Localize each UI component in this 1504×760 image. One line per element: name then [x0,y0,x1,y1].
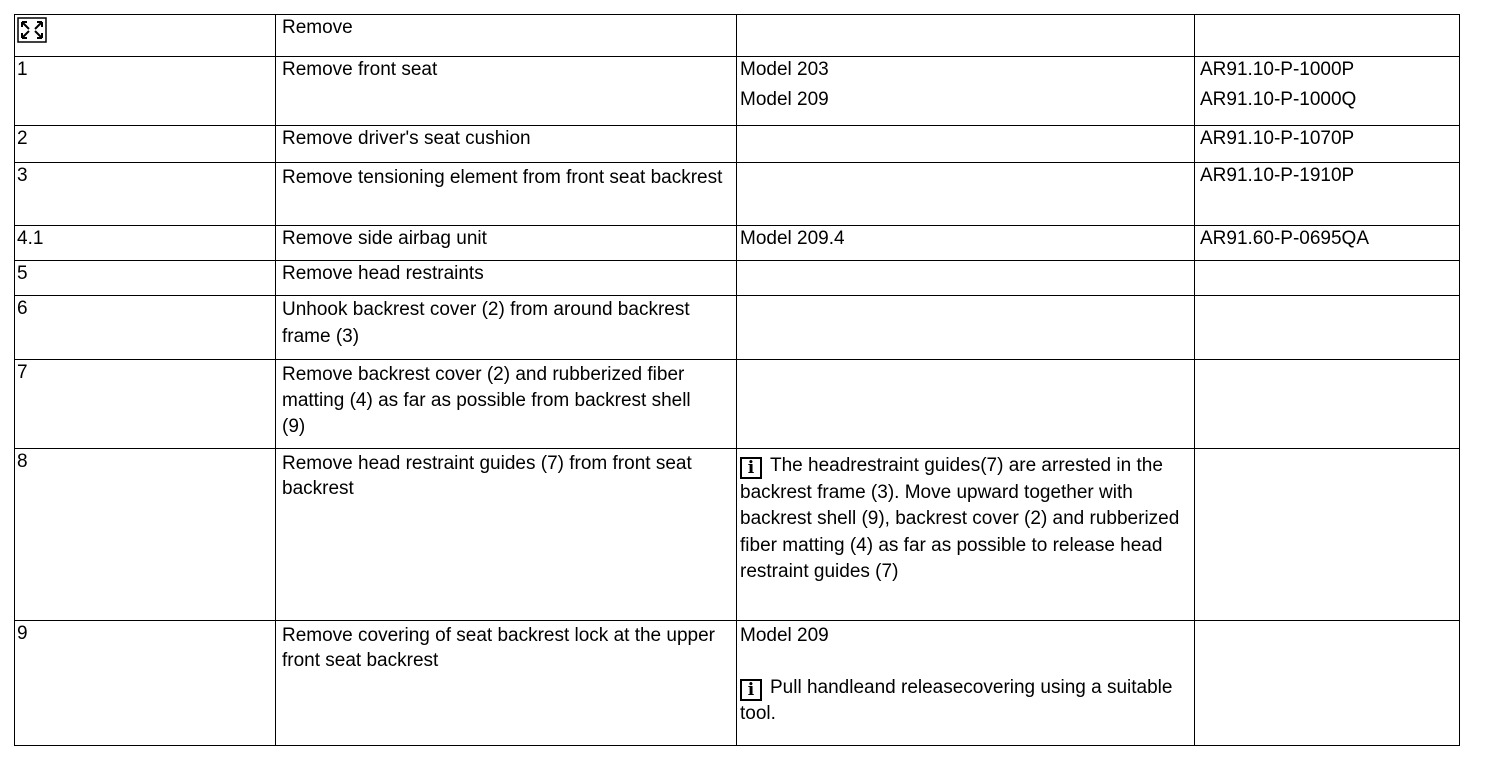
reference-link[interactable]: AR91.60-P-0695QA [1200,228,1369,249]
step-number: 1 [15,57,276,126]
table-row [15,57,1460,126]
reference-link[interactable]: AR91.10-P-1910P [1200,165,1355,186]
table-row [15,360,1460,449]
reference-link[interactable]: AR91.10-P-1070P [1200,128,1355,149]
table-row [15,126,1460,163]
model-label: Model 203 [740,59,829,80]
model-label: Model 209 [740,89,829,110]
note-text: Pull handleand releasecovering using a suitable tool. [740,677,1173,724]
step-action: Remove backrest cover (2) and rubberized fiber matting (4) as far as possible from backrest shell (9) [276,360,737,449]
reference-link[interactable]: AR91.10-P-1000Q [1200,89,1357,110]
expand-arrows-icon [17,17,47,43]
info-icon: i [740,679,762,701]
step-number: 7 [15,360,276,449]
step-action: Remove driver's seat cushion [276,126,737,163]
table-row [15,296,1460,360]
procedure-table [14,14,1460,746]
step-refs [1195,57,1460,126]
step-number: 8 [15,449,276,621]
table-row [15,449,1460,621]
model-label: Model 209.4 [737,226,1195,261]
step-number: 6 [15,296,276,360]
step-action: Remove head restraints [276,261,737,296]
model-label: Model 209 [740,625,829,646]
table-row [15,226,1460,261]
step-action: Remove front seat [276,57,737,126]
header-title: Remove [276,15,737,57]
step-note [737,449,1195,621]
info-icon: i [740,457,762,479]
step-models [737,57,1195,126]
step-number: 4.1 [15,226,276,261]
table-row [15,261,1460,296]
step-number: 3 [15,163,276,226]
table-header-row [15,15,1460,57]
step-action: Unhook backrest cover (2) from around backrest frame (3) [276,296,737,360]
step-note [737,621,1195,746]
step-number: 9 [15,621,276,746]
step-action: Remove head restraint guides (7) from front seat backrest [276,449,737,621]
table-row [15,163,1460,226]
header-icon-cell [15,15,276,57]
step-action: Remove covering of seat backrest lock at the upper front seat backrest [276,621,737,746]
note-text: The headrestraint guides(7) are arrested in the backrest frame (3). Move upward together with backrest shell (9), backrest cover (2) and rubberized fiber matting (4) as far as possible to release head restraint guides (7) [740,455,1180,582]
table-row [15,621,1460,746]
step-number: 2 [15,126,276,163]
reference-link[interactable]: AR91.10-P-1000P [1200,59,1355,80]
step-action: Remove side airbag unit [276,226,737,261]
step-action: Remove tensioning element from front seat backrest [276,163,737,226]
step-number: 5 [15,261,276,296]
